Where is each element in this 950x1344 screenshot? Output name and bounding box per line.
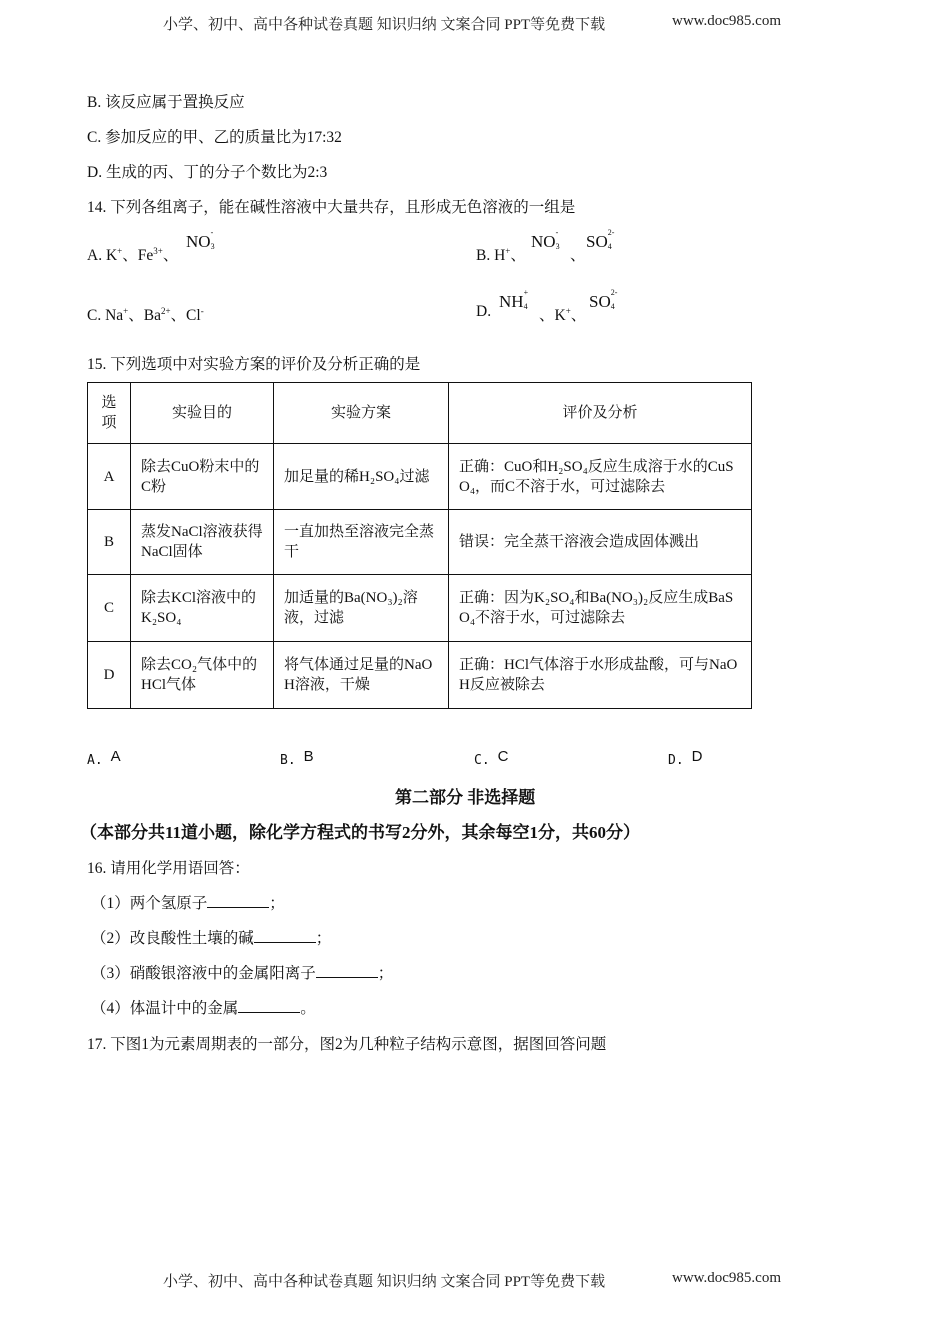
- table-row: [88, 444, 752, 510]
- q16-item-3: （3）硝酸银溶液中的金属阳离子 ；: [91, 965, 394, 982]
- row-option: B: [88, 510, 131, 575]
- row-option: C: [88, 575, 131, 642]
- q16-item-4: （4）体温计中的金属 。: [91, 1000, 316, 1017]
- answer-choice-a[interactable]: A. A: [87, 748, 121, 768]
- footer-text: 小学、初中、高中各种试卷真题 知识归纳 文案合同 PPT等免费下载: [163, 1274, 606, 1290]
- header-text: 小学、初中、高中各种试卷真题 知识归纳 文案合同 PPT等免费下载: [163, 17, 606, 33]
- q17-stem: 17. 下图1为元素周期表的一部分，图2为几种粒子结构示意图，据图回答问题: [87, 1036, 607, 1053]
- q16-item-1: （1）两个氢原子 ；: [91, 895, 285, 912]
- q14-option-b: B. H+、: [476, 246, 526, 264]
- answer-blank[interactable]: [316, 963, 378, 978]
- header-url[interactable]: www.doc985.com: [672, 13, 782, 29]
- ion-so4: SO 2- 4: [586, 228, 615, 251]
- row-eval: 正确：因为K₂SO₄和Ba(NO₃)₂反应生成BaSO₄不溶于水，可过滤除去: [449, 575, 752, 642]
- table-row: [88, 575, 752, 642]
- answer-blank[interactable]: [254, 928, 316, 943]
- footer-url[interactable]: www.doc985.com: [672, 1270, 782, 1286]
- answer-blank[interactable]: [207, 893, 269, 908]
- row-goal: 除去CuO粉末中的C粉: [131, 444, 274, 510]
- row-eval: 正确：HCl气体溶于水形成盐酸，可与NaOH反应被除去: [449, 642, 752, 709]
- header-plan: 实验方案: [274, 383, 449, 444]
- row-plan: 加适量的Ba(NO₃)₂溶液，过滤: [274, 575, 449, 642]
- q14-option-a: A. K+、$Fe^{3+}$、: [87, 246, 179, 264]
- answer-choice-d[interactable]: D. D: [668, 748, 703, 768]
- row-eval: 错误：完全蒸干溶液会造成固体溅出: [449, 510, 752, 575]
- row-plan: 一直加热至溶液完全蒸干: [274, 510, 449, 575]
- row-goal: 蒸发NaCl溶液获得NaCl固体: [131, 510, 274, 575]
- experiment-table: [87, 382, 752, 709]
- separator: 、: [570, 247, 586, 264]
- row-goal: 除去KCl溶液中的K₂SO₄: [131, 575, 274, 642]
- ion-no3: NO - 3: [186, 228, 215, 251]
- header-eval: 评价及分析: [449, 383, 752, 444]
- row-plan: 将气体通过足量的NaOH溶液，干燥: [274, 642, 449, 709]
- q14-option-d-rest: 、K+、: [539, 306, 587, 324]
- q14-option-d: D.: [476, 303, 492, 320]
- ion-nh4: NH + 4: [499, 288, 529, 311]
- ion-no3: NO - 3: [531, 228, 560, 251]
- table-row: [88, 642, 752, 709]
- row-eval: 正确：CuO和H₂SO₄反应生成溶于水的CuSO₄，而C不溶于水，可过滤除去: [449, 444, 752, 510]
- answer-choice-b[interactable]: B. B: [280, 748, 314, 768]
- q13-option-b: B. 该反应属于置换反应: [87, 94, 245, 111]
- q15-stem: 15. 下列选项中对实验方案的评价及分析正确的是: [87, 356, 421, 373]
- ion-so4: SO 2- 4: [589, 288, 618, 311]
- q16-item-2: （2）改良酸性土壤的碱 ；: [91, 930, 332, 947]
- table-header-row: [88, 383, 752, 444]
- q13-option-d: D. 生成的丙、丁的分子个数比为2:3: [87, 164, 328, 181]
- q16-stem: 16. 请用化学用语回答：: [87, 860, 250, 877]
- row-option: D: [88, 642, 131, 709]
- row-goal: 除去CO₂气体中的HCl气体: [131, 642, 274, 709]
- q14-stem: 14. 下列各组离子，能在碱性溶液中大量共存，且形成无色溶液的一组是: [87, 199, 576, 216]
- header-goal: 实验目的: [131, 383, 274, 444]
- answer-blank[interactable]: [238, 998, 300, 1013]
- answer-choice-c[interactable]: C. C: [474, 748, 509, 768]
- q14-option-c: C. Na+、$Ba^{2+}$、Cl-: [87, 306, 204, 324]
- table-row: [88, 510, 752, 575]
- header-option: 选项: [88, 383, 131, 444]
- row-plan: 加足量的稀H₂SO₄过滤: [274, 444, 449, 510]
- q13-option-c: C. 参加反应的甲、乙的质量比为17:32: [87, 129, 342, 146]
- part2-note: （本部分共11道小题，除化学方程式的书写2分外，其余每空1分，共60分）: [80, 823, 641, 842]
- part2-title: 第二部分 非选择题: [395, 788, 536, 807]
- row-option: A: [88, 444, 131, 510]
